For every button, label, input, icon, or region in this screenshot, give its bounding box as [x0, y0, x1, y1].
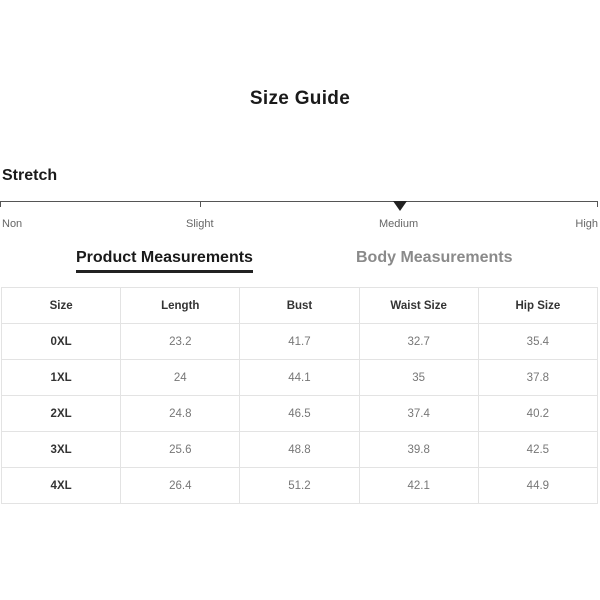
stretch-label-high: High: [575, 218, 598, 230]
tab-product-measurements[interactable]: Product Measurements: [76, 249, 253, 273]
column-header-waist-size: Waist Size: [359, 288, 478, 324]
table-row: [2, 324, 598, 360]
size-cell: 1XL: [2, 360, 121, 396]
table-row: [2, 360, 598, 396]
length-cell: 26.4: [121, 468, 240, 504]
table-row: [2, 432, 598, 468]
stretch-tick-high: [597, 201, 598, 207]
stretch-marker-icon: [393, 201, 407, 211]
size-cell: 4XL: [2, 468, 121, 504]
bust-cell: 44.1: [240, 360, 359, 396]
stretch-tick-non: [0, 201, 1, 207]
hip-size-cell: 37.8: [478, 360, 597, 396]
waist-size-cell: 39.8: [359, 432, 478, 468]
column-header-length: Length: [121, 288, 240, 324]
bust-cell: 46.5: [240, 396, 359, 432]
stretch-scale: [0, 200, 600, 240]
table-row: [2, 468, 598, 504]
waist-size-cell: 35: [359, 360, 478, 396]
stretch-label-medium: Medium: [379, 218, 419, 230]
bust-cell: 41.7: [240, 324, 359, 360]
table-row: [2, 396, 598, 432]
stretch-label-slight: Slight: [186, 218, 214, 230]
column-header-size: Size: [2, 288, 121, 324]
column-header-bust: Bust: [240, 288, 359, 324]
waist-size-cell: 32.7: [359, 324, 478, 360]
table-header-row: [2, 288, 598, 324]
length-cell: 24.8: [121, 396, 240, 432]
waist-size-cell: 42.1: [359, 468, 478, 504]
hip-size-cell: 35.4: [478, 324, 597, 360]
stretch-label-non: Non: [2, 218, 23, 230]
waist-size-cell: 37.4: [359, 396, 478, 432]
length-cell: 25.6: [121, 432, 240, 468]
stretch-tick-slight: [200, 201, 201, 207]
size-table: [1, 287, 598, 504]
bust-cell: 48.8: [240, 432, 359, 468]
stretch-scale-line: [0, 201, 598, 202]
size-cell: 2XL: [2, 396, 121, 432]
length-cell: 24: [121, 360, 240, 396]
page-title: Size Guide: [249, 88, 351, 109]
column-header-hip-size: Hip Size: [478, 288, 597, 324]
hip-size-cell: 42.5: [478, 432, 597, 468]
hip-size-cell: 44.9: [478, 468, 597, 504]
stretch-heading: Stretch: [2, 167, 58, 184]
length-cell: 23.2: [121, 324, 240, 360]
bust-cell: 51.2: [240, 468, 359, 504]
size-cell: 3XL: [2, 432, 121, 468]
size-cell: 0XL: [2, 324, 121, 360]
tab-body-measurements[interactable]: Body Measurements: [356, 249, 513, 266]
hip-size-cell: 40.2: [478, 396, 597, 432]
